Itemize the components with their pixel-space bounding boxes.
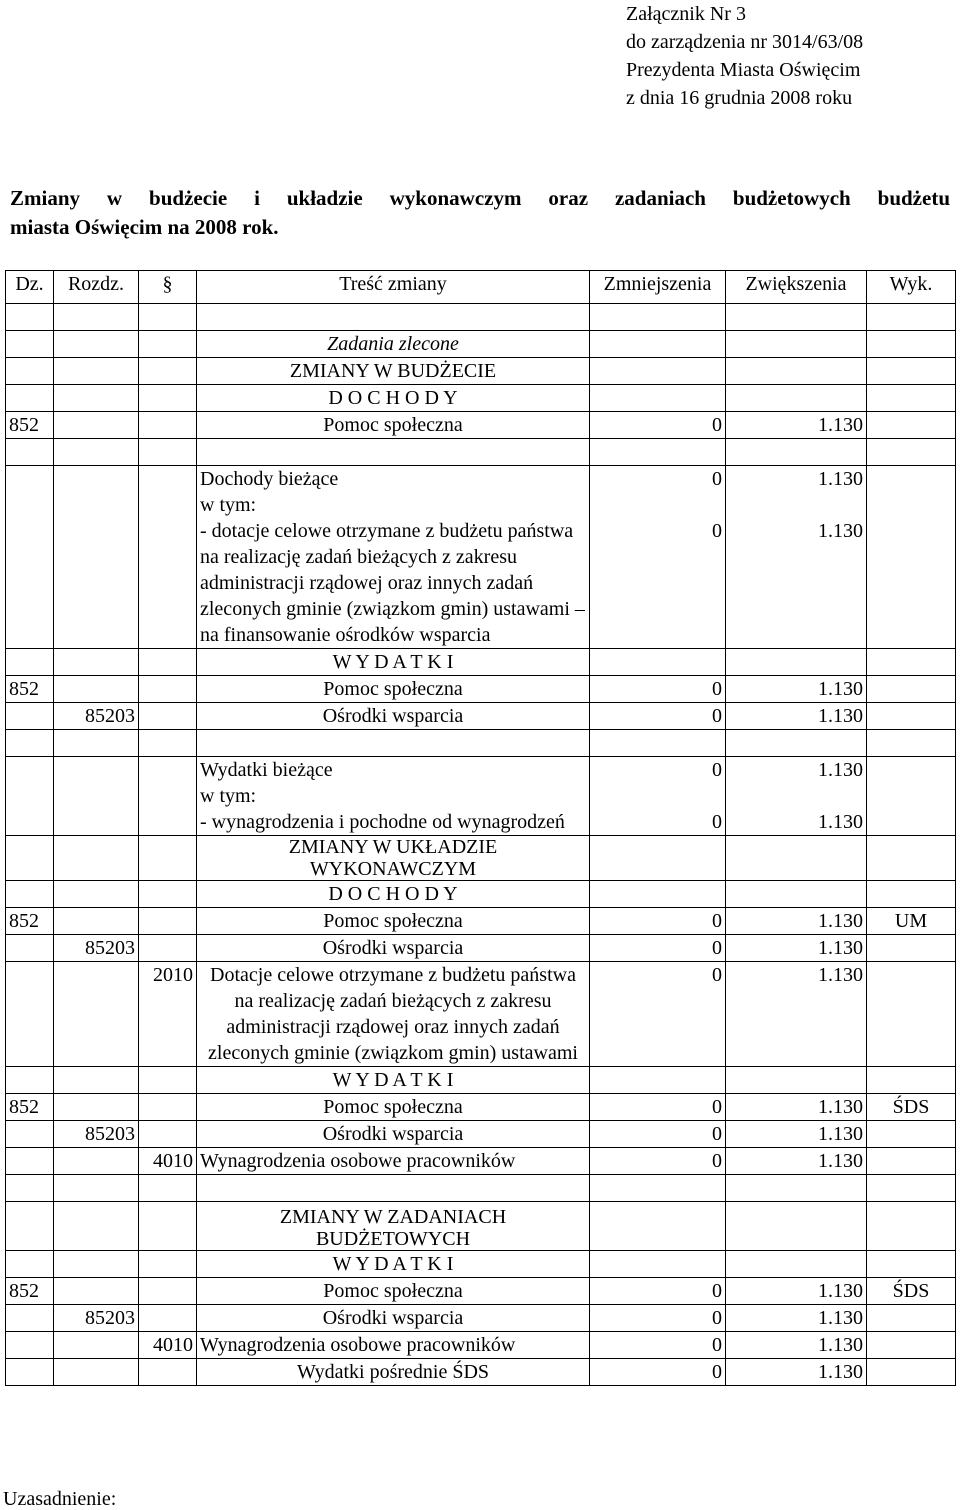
header-rozdz: Rozdz.	[54, 271, 139, 304]
header-tresc: Treść zmiany	[197, 271, 590, 304]
cell-zwiekszenia: 1.130	[726, 1121, 867, 1148]
budget-changes-table	[5, 270, 956, 1386]
header-wyk: Wyk.	[867, 271, 956, 304]
value: 0	[712, 811, 722, 833]
cell-rozdz: 85203	[54, 1121, 139, 1148]
section-zmiany-uklad: ZMIANY W UKŁADZIE WYKONAWCZYM	[197, 836, 590, 881]
cell-dz: 852	[6, 908, 54, 935]
table-row	[6, 1278, 956, 1305]
value: 0	[712, 468, 722, 490]
table-row	[6, 962, 956, 1067]
section-row	[6, 331, 956, 358]
table-header-row	[6, 271, 956, 304]
cell-tresc: Pomoc społeczna	[197, 412, 590, 439]
cell-zmniejszenia: 0	[590, 1121, 726, 1148]
cell-zmniejszenia: 0	[590, 412, 726, 439]
w-tym-label: w tym:	[200, 494, 257, 516]
value: 1.130	[818, 811, 863, 833]
spacer-row	[6, 730, 956, 757]
section-row	[6, 358, 956, 385]
dochody-biezace-label: Dochody bieżące	[200, 468, 339, 490]
cell-zwiekszenia	[726, 757, 867, 836]
cell-zwiekszenia: 1.130	[726, 1332, 867, 1359]
cell-paragraph: 4010	[139, 1148, 197, 1175]
cell-tresc: Wydatki pośrednie ŚDS	[197, 1359, 590, 1386]
attachment-line: Załącznik Nr 3	[626, 3, 746, 25]
cell-zwiekszenia: 1.130	[726, 962, 867, 1067]
cell-dz: 852	[6, 1278, 54, 1305]
cell-zmniejszenia: 0	[590, 1332, 726, 1359]
cell-zmniejszenia: 0	[590, 1305, 726, 1332]
cell-zwiekszenia: 1.130	[726, 412, 867, 439]
cell-tresc: Pomoc społeczna	[197, 676, 590, 703]
cell-tresc: Pomoc społeczna	[197, 1094, 590, 1121]
section-zmiany-zadania: ZMIANY W ZADANIACH BUDŻETOWYCH	[197, 1202, 590, 1251]
section-row	[6, 1067, 956, 1094]
title-line-2: miasta Oświęcim na 2008 rok.	[10, 215, 279, 239]
table-row	[6, 1359, 956, 1386]
cell-zwiekszenia: 1.130	[726, 703, 867, 730]
header-zmniejszenia: Zmniejszenia	[590, 271, 726, 304]
header-paragraph: §	[139, 271, 197, 304]
value: 1.130	[818, 520, 863, 542]
cell-dz: 852	[6, 412, 54, 439]
spacer-row	[6, 439, 956, 466]
title-line-1: Zmiany w budżecie i układzie wykonawczym oraz zadaniach budżetowych budżetu	[10, 186, 950, 210]
cell-tresc: Pomoc społeczna	[197, 1278, 590, 1305]
attachment-line: do zarządzenia nr 3014/63/08	[626, 31, 864, 53]
cell-dz: 852	[6, 1094, 54, 1121]
cell-zmniejszenia: 0	[590, 1094, 726, 1121]
section-wydatki: W Y D A T K I	[197, 649, 590, 676]
cell-zwiekszenia: 1.130	[726, 1305, 867, 1332]
uzasadnienie-label: Uzasadnienie:	[3, 1488, 117, 1510]
section-row	[6, 1251, 956, 1278]
cell-zmniejszenia: 0	[590, 676, 726, 703]
cell-tresc	[197, 757, 590, 836]
cell-rozdz: 85203	[54, 1305, 139, 1332]
wydatki-biezace-label: Wydatki bieżące	[200, 759, 333, 781]
document-title	[10, 184, 950, 242]
cell-tresc	[197, 466, 590, 649]
cell-rozdz: 85203	[54, 935, 139, 962]
attachment-line: z dnia 16 grudnia 2008 roku	[626, 87, 853, 109]
cell-zwiekszenia: 1.130	[726, 908, 867, 935]
cell-zmniejszenia	[590, 757, 726, 836]
section-zmiany-budzet: ZMIANY W BUDŻECIE	[197, 358, 590, 385]
table-row	[6, 466, 956, 649]
dotacje-label: - dotacje celowe otrzymane z budżetu państwa na realizację zadań bieżących z zakresu administracji rządowej oraz innych zadań zleconych gminie (związkom gmin) ustawami – na finansowanie ośrodków wsparcia	[200, 520, 585, 646]
cell-wyk: ŚDS	[867, 1094, 956, 1121]
table-row	[6, 676, 956, 703]
cell-zmniejszenia: 0	[590, 935, 726, 962]
section-row	[6, 649, 956, 676]
cell-zmniejszenia: 0	[590, 1278, 726, 1305]
cell-tresc: Ośrodki wsparcia	[197, 935, 590, 962]
cell-zwiekszenia: 1.130	[726, 1148, 867, 1175]
cell-tresc: Dotacje celowe otrzymane z budżetu państwa na realizację zadań bieżących z zakresu administracji rządowej oraz innych zadań zleconych gminie (związkom gmin) ustawami	[197, 962, 590, 1067]
cell-paragraph: 2010	[139, 962, 197, 1067]
cell-zwiekszenia: 1.130	[726, 1359, 867, 1386]
header-zwiekszenia: Zwiększenia	[726, 271, 867, 304]
table-row	[6, 908, 956, 935]
section-row	[6, 1202, 956, 1251]
section-row	[6, 385, 956, 412]
cell-rozdz: 85203	[54, 703, 139, 730]
cell-zwiekszenia: 1.130	[726, 676, 867, 703]
cell-tresc: Ośrodki wsparcia	[197, 1305, 590, 1332]
spacer-row	[6, 304, 956, 331]
cell-paragraph: 4010	[139, 1332, 197, 1359]
section-zadania-zlecone: Zadania zlecone	[197, 331, 590, 358]
section-row	[6, 836, 956, 881]
table-row	[6, 1305, 956, 1332]
cell-zmniejszenia: 0	[590, 1148, 726, 1175]
cell-wyk: ŚDS	[867, 1278, 956, 1305]
w-tym-label: w tym:	[200, 785, 257, 807]
cell-dz: 852	[6, 676, 54, 703]
section-dochody: D O C H O D Y	[197, 385, 590, 412]
section-wydatki: W Y D A T K I	[197, 1067, 590, 1094]
cell-zmniejszenia	[590, 466, 726, 649]
cell-tresc: Wynagrodzenia osobowe pracowników	[197, 1148, 590, 1175]
cell-zwiekszenia: 1.130	[726, 935, 867, 962]
section-row	[6, 881, 956, 908]
value: 1.130	[818, 759, 863, 781]
table-row	[6, 412, 956, 439]
cell-tresc: Wynagrodzenia osobowe pracowników	[197, 1332, 590, 1359]
cell-zwiekszenia: 1.130	[726, 1278, 867, 1305]
cell-tresc: Ośrodki wsparcia	[197, 703, 590, 730]
cell-zwiekszenia	[726, 466, 867, 649]
attachment-header	[626, 0, 863, 112]
spacer-row	[6, 1175, 956, 1202]
value: 1.130	[818, 468, 863, 490]
table-row	[6, 1332, 956, 1359]
cell-zmniejszenia: 0	[590, 908, 726, 935]
attachment-line: Prezydenta Miasta Oświęcim	[626, 59, 861, 81]
cell-tresc: Ośrodki wsparcia	[197, 1121, 590, 1148]
table-row	[6, 703, 956, 730]
wynagrodzenia-label: - wynagrodzenia i pochodne od wynagrodzeń	[200, 811, 565, 833]
value: 0	[712, 520, 722, 542]
section-wydatki: W Y D A T K I	[197, 1251, 590, 1278]
cell-zmniejszenia: 0	[590, 1359, 726, 1386]
value: 0	[712, 759, 722, 781]
table-row	[6, 1121, 956, 1148]
header-dz: Dz.	[6, 271, 54, 304]
cell-zwiekszenia: 1.130	[726, 1094, 867, 1121]
cell-tresc: Pomoc społeczna	[197, 908, 590, 935]
cell-wyk: UM	[867, 908, 956, 935]
table-row	[6, 1148, 956, 1175]
table-row	[6, 1094, 956, 1121]
cell-zmniejszenia: 0	[590, 962, 726, 1067]
section-dochody: D O C H O D Y	[197, 881, 590, 908]
cell-zmniejszenia: 0	[590, 703, 726, 730]
table-row	[6, 757, 956, 836]
table-row	[6, 935, 956, 962]
